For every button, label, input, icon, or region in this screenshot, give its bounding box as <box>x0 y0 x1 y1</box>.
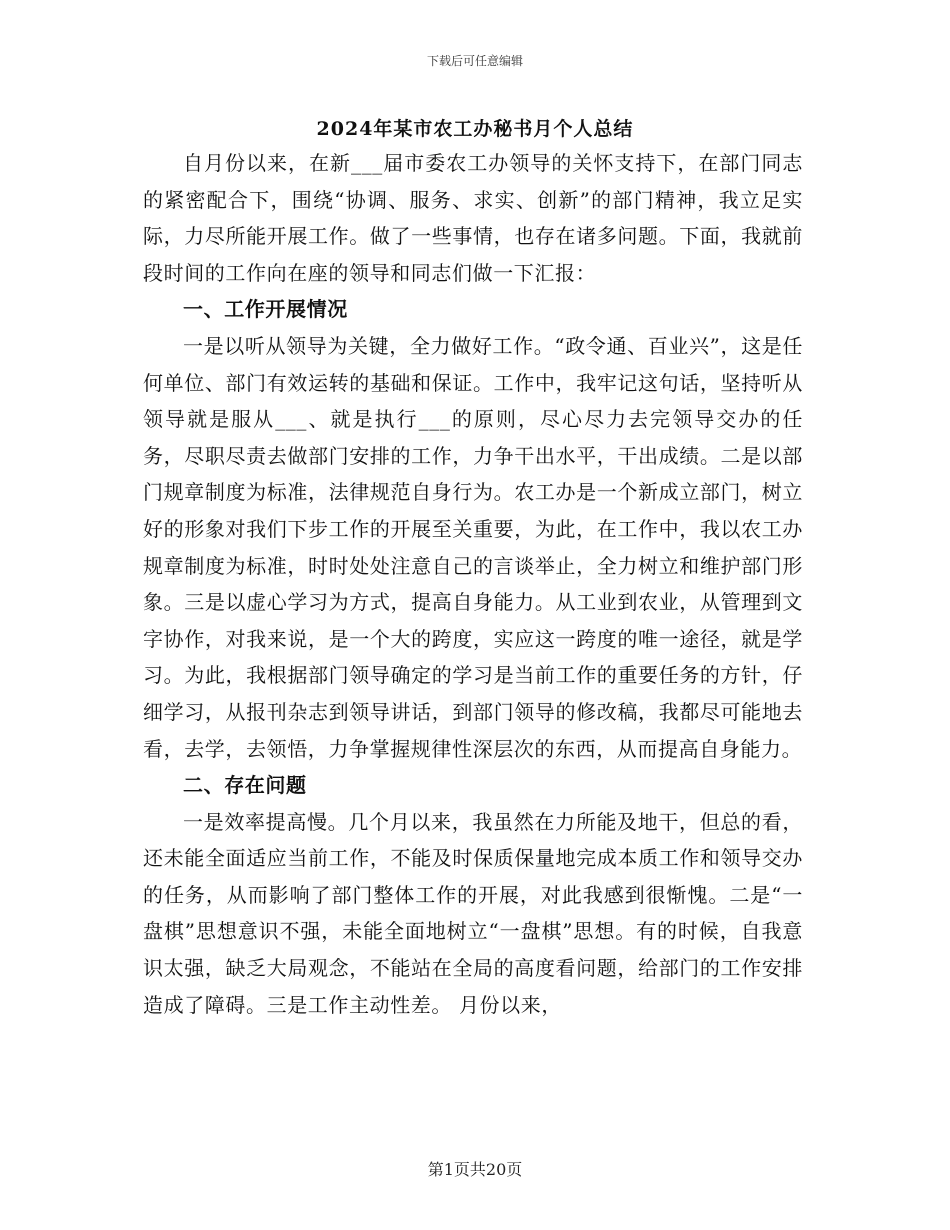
intro-paragraph: 自月份以来，在新___届市委农工办领导的关怀支持下，在部门同志的紧密配合下，围绕“协调、服务、求实、创新”的部门精神，我立足实际，力尽所能开展工作。做了一些事情，也存在诸多问题。下面，我就前段时间的工作向在座的领导和同志们做一下汇报： <box>143 151 803 285</box>
page-header-note: 下载后可任意编辑 <box>426 54 523 68</box>
section-heading-work-status: 一、工作开展情况 <box>183 297 348 322</box>
section-body-work-status: 一是以听从领导为关键，全力做好工作。“政令通、百业兴”，这是任何单位、部门有效运转的基础和保证。工作中，我牢记这句话，坚持听从领导就是服从___、就是执行___的原则，尽心尽力去完领导交办的任务，尽职尽责去做部门安排的工作，力争干出水平，干出成绩。二是以部门规章制度为标准，法律规范自身行为。农工办是一个新成立部门，树立好的形象对我们下步工作的开展至关重要，为此，在工作中，我以农工办规章制度为标准，时时处处注意自己的言谈举止，全力树立和维护部门形象。三是以虚心学习为方式，提高自身能力。从工业到农业，从管理到文字协作，对我来说，是一个大的跨度，实应这一跨度的唯一途径，就是学习。为此，我根据部门领导确定的学习是当前工作的重要任务的方针，仔细学习，从报刊杂志到领导讲话，到部门领导的修改稿，我都尽可能地去看，去学，去领悟，力争掌握规律性深层次的东西，从而提高自身能力。 <box>143 333 803 761</box>
document-body <box>143 145 803 1023</box>
section-heading-problems: 二、存在问题 <box>183 773 307 798</box>
page-footer-page-number: 第1页共20页 <box>427 1160 523 1179</box>
section-body-problems: 一是效率提高慢。几个月以来，我虽然在力所能及地干，但总的看，还未能全面适应当前工作，不能及时保质保量地完成本质工作和领导交办的任务，从而影响了部门整体工作的开展，对此我感到很惭愧。二是“一盘棋”思想意识不强，未能全面地树立“一盘棋”思想。有的时候，自我意识太强，缺乏大局观念，不能站在全局的高度看问题，给部门的工作安排造成了障碍。三是工作主动性差。 月份以来， <box>143 809 803 1017</box>
document-title: 2024年某市农工办秘书月个人总结 <box>316 118 634 140</box>
